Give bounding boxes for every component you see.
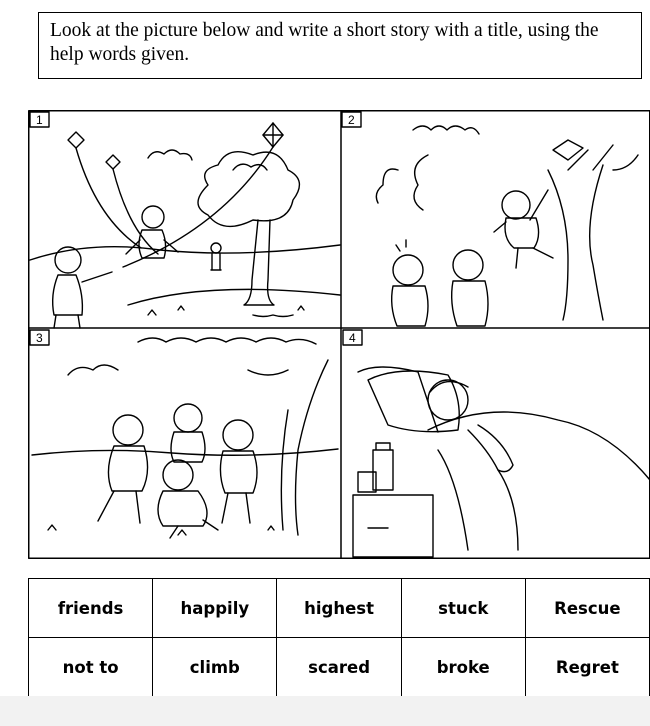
panel-2-illustration bbox=[376, 126, 638, 326]
instruction-text: Look at the picture below and write a short story with a title, using the help words given. bbox=[50, 20, 599, 65]
help-word: Rescue bbox=[525, 579, 649, 638]
panel-2-number bbox=[342, 112, 361, 127]
help-words-table bbox=[28, 578, 650, 697]
svg-text:2: 2 bbox=[348, 113, 355, 127]
help-word: Regret bbox=[525, 638, 649, 697]
svg-text:1: 1 bbox=[36, 113, 43, 127]
panel-3-number bbox=[30, 330, 49, 345]
panel-4-illustration bbox=[353, 367, 650, 557]
help-word: not to bbox=[29, 638, 153, 697]
help-words-row bbox=[29, 579, 650, 638]
panel-1-number bbox=[30, 112, 49, 127]
help-word: highest bbox=[277, 579, 401, 638]
help-word: scared bbox=[277, 638, 401, 697]
picture-panels bbox=[28, 110, 650, 559]
panel-3-illustration bbox=[32, 338, 338, 538]
instruction-box bbox=[38, 12, 642, 79]
help-words-row bbox=[29, 638, 650, 697]
help-word: stuck bbox=[401, 579, 525, 638]
panel-4-number bbox=[343, 330, 362, 345]
help-word: happily bbox=[153, 579, 277, 638]
help-word: climb bbox=[153, 638, 277, 697]
panel-1-illustration bbox=[30, 123, 340, 328]
help-word: friends bbox=[29, 579, 153, 638]
svg-text:3: 3 bbox=[36, 331, 43, 345]
help-word: broke bbox=[401, 638, 525, 697]
page-bottom-margin bbox=[0, 696, 650, 726]
svg-text:4: 4 bbox=[349, 331, 356, 345]
